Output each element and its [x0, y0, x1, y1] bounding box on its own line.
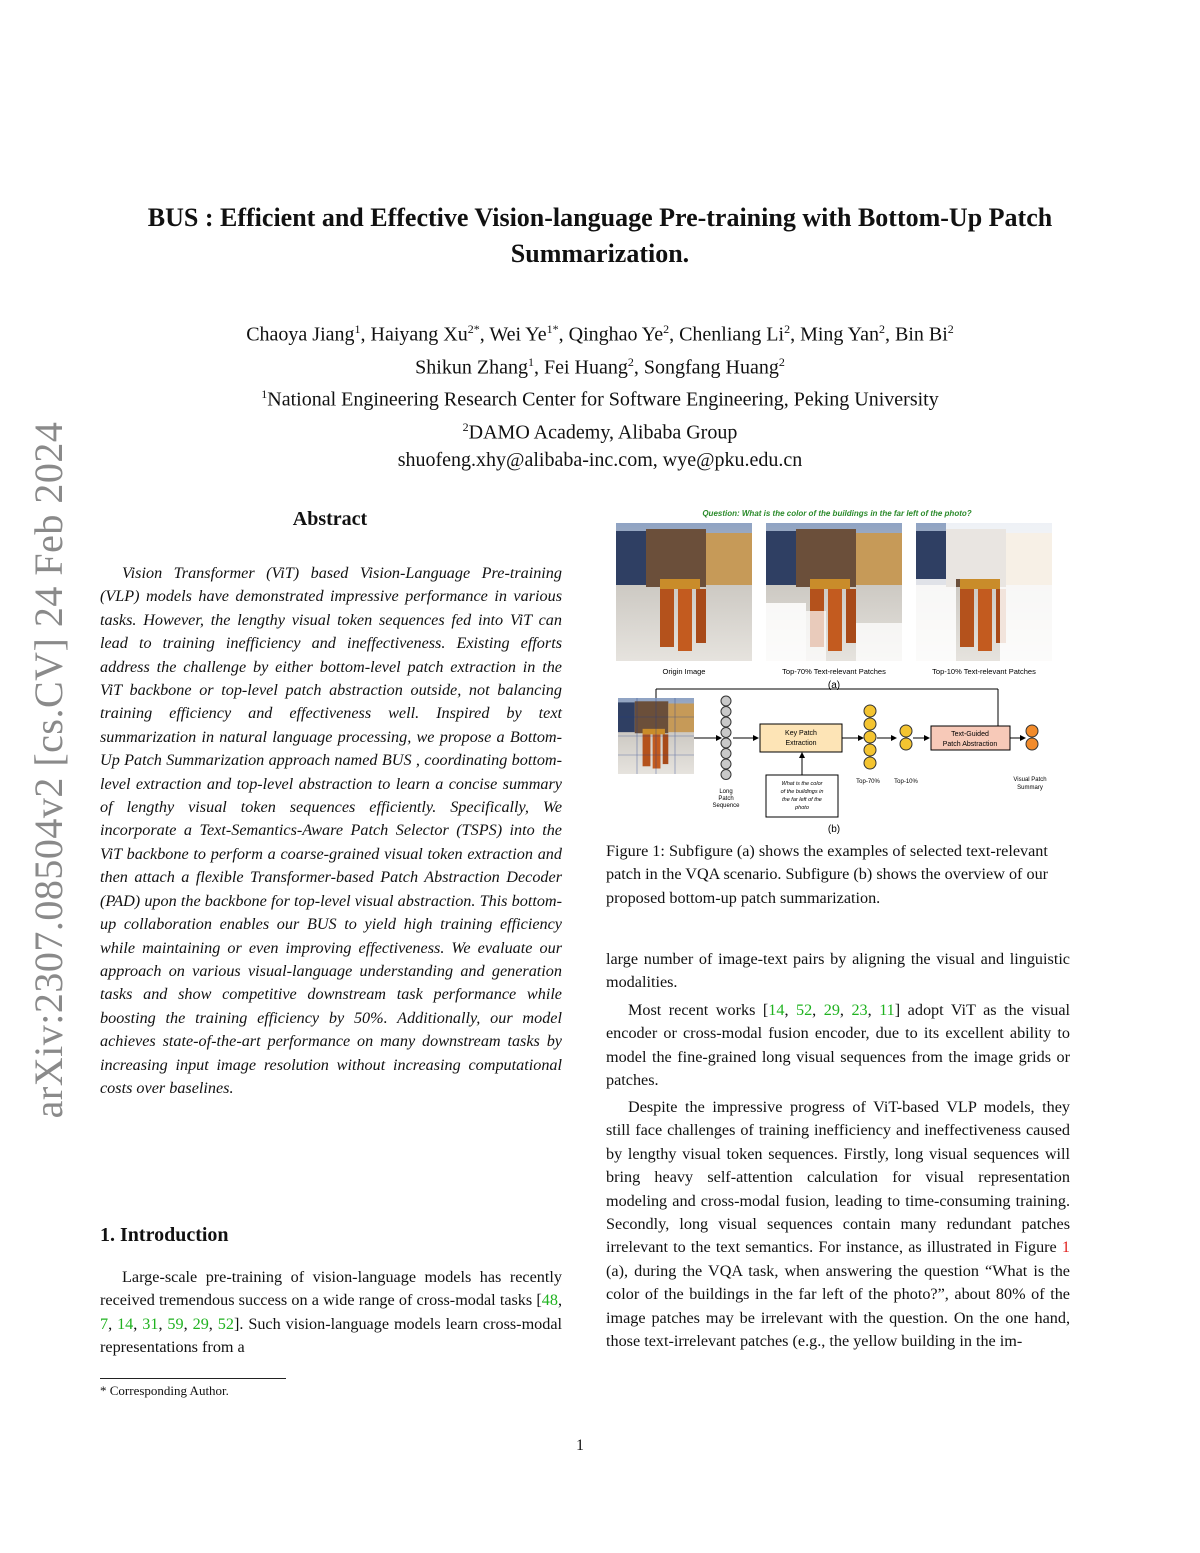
author-emails: shuofeng.xhy@alibaba-inc.com, wye@pku.edu.cn: [397, 448, 803, 471]
footnote-rule: [100, 1378, 286, 1379]
citation-link[interactable]: 31: [142, 1314, 159, 1333]
arxiv-id: arXiv:2307.08504v2 [cs.CV] 24 Feb 2024: [26, 421, 71, 1119]
intro-paragraph-1-cont: large number of image-text pairs by aligning the visual and linguistic modalities.: [606, 950, 1070, 992]
author-block: [110, 316, 1090, 474]
figure-1: [606, 505, 1068, 835]
svg-text:Long: Long: [719, 789, 733, 795]
svg-text:Patch: Patch: [718, 796, 734, 802]
top70-panel: [766, 523, 902, 661]
svg-text:What is the color: What is the color: [781, 781, 823, 787]
citation-link[interactable]: 23: [851, 1001, 868, 1019]
diagram-b: [618, 689, 1047, 835]
subfigure-b-label: (b): [827, 824, 841, 835]
figure-question: Question: What is the color of the buildings in the far left of the photo?: [702, 509, 972, 518]
panel-label-top70: Top-70% Text-relevant Patches: [782, 667, 886, 676]
svg-text:Text-Guided: Text-Guided: [951, 731, 989, 738]
svg-text:Top-10%: Top-10%: [894, 779, 918, 785]
figure-caption: Figure 1: Subfigure (a) shows the examples of selected text-relevant patch in the VQA scenario. Subfigure (b) shows the overview of our proposed bottom-up patch summarization.: [606, 842, 1049, 907]
footnote: * Corresponding Author.: [100, 1383, 229, 1398]
citation-link[interactable]: 52: [795, 1001, 813, 1019]
abstract-heading: Abstract: [292, 508, 368, 530]
subfigure-a-label: (a): [827, 680, 841, 691]
svg-text:Key Patch: Key Patch: [785, 730, 817, 737]
intro-heading: 1. Introduction: [100, 1224, 229, 1246]
citation-link[interactable]: 7: [100, 1314, 109, 1333]
intro-paragraph-3: Despite the impressive progress of ViT-based VLP models, they still face challenges of training inefficiency and ineffectiveness caused by lengthy visual token sequences. Firstly, long visual sequences will bring heavy self-attention calculation for visual representation modeling and cross-modal fusion, leading to time-consuming training. Secondly, long visual sequences contain many redundant patches irrelevant to the text semantics. For instance, as illustrated in Figure 1 (a), during the VQA task, when answering the question “What is the color of the buildings in the far left of the photo?”, about 80% of the image patches may be irrelevant with the question. On the one hand, those text-irrelevant patches (e.g., the yellow building in the im-: [606, 1098, 1070, 1351]
citation-link[interactable]: 48: [541, 1291, 558, 1310]
affiliation-2: $^2$DAMO Academy, Alibaba Group: [462, 419, 738, 444]
svg-text:Sequence: Sequence: [712, 803, 740, 809]
figure-reference-link[interactable]: 1: [1061, 1238, 1070, 1257]
svg-text:the far left of the: the far left of the: [782, 797, 822, 803]
citation-link[interactable]: 14: [117, 1314, 134, 1333]
citation-link[interactable]: 29: [192, 1314, 209, 1333]
intro-paragraph-1: Large-scale pre-training of vision-language models has recently received tremendous success on a wide range of cross-modal tasks [48, 7, 14, 31, 59, 29, 52]. Such vision-language models learn cross-modal representations from a: [100, 1268, 563, 1357]
citation-link[interactable]: 14: [768, 1001, 785, 1019]
citation-link[interactable]: 52: [217, 1314, 234, 1333]
page-number: 1: [576, 1437, 584, 1454]
citation-link[interactable]: 29: [823, 1001, 840, 1019]
paper-title: BUS : Efficient and Effective Vision-language Pre-training with Bottom-Up Patch Summarization.: [147, 203, 1053, 268]
svg-text:Summary: Summary: [1017, 785, 1043, 791]
top10-panel: [916, 523, 1052, 661]
svg-text:Visual Patch: Visual Patch: [1013, 777, 1047, 783]
svg-text:Patch Abstraction: Patch Abstraction: [942, 741, 998, 748]
origin-image-panel: [616, 523, 752, 661]
svg-text:photo: photo: [795, 805, 809, 811]
author-line-1: Chaoya Jiang$^1$, Haiyang $Xu^{2*}$, Wei $Ye^{1*}$, Qinghao Ye$^2$, Chenliang Li$^2$, Ming Yan$^2$, Bin Bi$^2$: [246, 322, 954, 346]
key-patch-box: [760, 724, 842, 752]
panel-label-top10: Top-10% Text-relevant Patches: [932, 667, 1036, 676]
citation-link[interactable]: 59: [167, 1314, 184, 1333]
svg-text:Top-70%: Top-70%: [856, 779, 880, 785]
arxiv-stamp: [10, 420, 80, 1120]
panel-label-origin: Origin Image: [662, 667, 706, 676]
abstract-text: Vision Transformer (ViT) based Vision-Language Pre-training (VLP) models have demonstrated impressive performance in various tasks. However, the lengthy visual token sequences fed into ViT can lead to training inefficiency and ineffectiveness. Existing efforts address the challenge by either bottom-level patch extraction in the ViT backbone or top-level patch abstraction outside, not balancing training efficiency and effectiveness well. Inspired by text summarization in natural language processing, we propose a Bottom-Up Patch Summarization approach named BUS , coordinating bottom-level extraction and top-level abstraction to learn a concise summary of lengthy visual token sequences efficiently. Specifically, We incorporate a Text-Semantics-Aware Patch Selector (TSPS) into the ViT backbone to perform a coarse-grained visual token extraction and then attach a flexible Transformer-based Patch Abstraction Decoder (PAD) upon the backbone for top-level visual abstraction. This bottom-up collaboration enables our BUS to yield high training efficiency while maintaining or even improving effectiveness. We evaluate our approach on various visual-language understanding and generation tasks and show competitive downstream task performance while boosting the training efficiency by 50%. Additionally, our model achieves state-of-the-art performance on many downstream tasks by increasing input image resolution without increasing computational costs over baselines.: [100, 564, 562, 1097]
author-line-2: Shikun Zhang$^1$, Fei Huang$^2$, Songfang Huang$^2$: [415, 354, 785, 379]
svg-text:of the buildings in: of the buildings in: [780, 789, 824, 795]
svg-text:Extraction: Extraction: [785, 740, 817, 747]
citation-link[interactable]: 11: [879, 1001, 895, 1019]
intro-paragraph-2: Most recent works [14, 52, 29, 23, 11] adopt ViT as the visual encoder or cross-modal fusion encoder, due to its excellent ability to model the fine-grained long visual sequences from the image grids or patches.: [606, 1001, 1071, 1090]
affiliation-1: $^1$National Engineering Research Center for Software Engineering, Peking University: [261, 387, 939, 411]
